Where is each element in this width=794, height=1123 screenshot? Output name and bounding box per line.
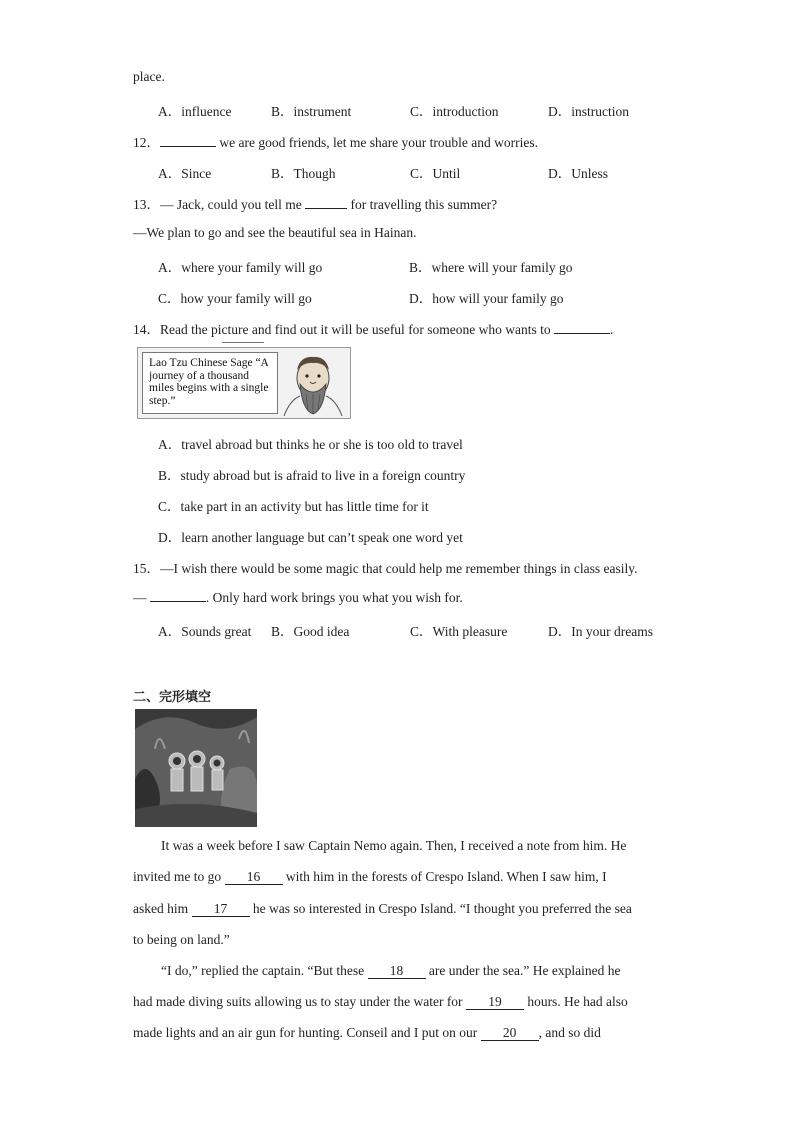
- passage-line-3: asked him 17 he was so interested in Crespo Island. “I thought you preferred the sea: [133, 901, 632, 916]
- q11-continuation: place.: [133, 69, 165, 84]
- blank-17[interactable]: 17: [192, 902, 250, 917]
- q13-number: 13．: [133, 197, 160, 212]
- q15-blank: [150, 589, 206, 602]
- passage-line-4: to being on land.”: [133, 932, 230, 947]
- q14-option-c[interactable]: C．take part in an activity but has little time for it: [158, 499, 429, 514]
- q13-option-b[interactable]: B．where will your family go: [409, 260, 573, 275]
- passage-line-2: invited me to go 16 with him in the forests of Crespo Island. When I saw him, I: [133, 869, 607, 884]
- passage-line-6: had made diving suits allowing us to stay under the water for 19 hours. He had also: [133, 994, 628, 1009]
- q14-option-a[interactable]: A．travel abroad but thinks he or she is too old to travel: [158, 437, 463, 452]
- passage-line-1: It was a week before I saw Captain Nemo again. Then, I received a note from him. He: [161, 838, 627, 853]
- q14-option-d[interactable]: D．learn another language but can’t speak one word yet: [158, 530, 463, 545]
- q15-text: —I wish there would be some magic that could help me remember things in class easily.: [160, 561, 638, 576]
- divers-illustration: [135, 709, 257, 827]
- q15-number: 15．: [133, 561, 160, 576]
- q11-option-d[interactable]: D．instruction: [548, 104, 629, 119]
- q11-option-b[interactable]: B．instrument: [271, 104, 352, 119]
- q15-option-c[interactable]: C．With pleasure: [410, 624, 508, 639]
- q13-blank: [305, 196, 347, 209]
- lao-tzu-quote-image: [137, 347, 351, 419]
- q12-option-b[interactable]: B．Though: [271, 166, 336, 181]
- blank-20[interactable]: 20: [481, 1026, 539, 1041]
- blank-16[interactable]: 16: [225, 870, 283, 885]
- q13-text-after: for travelling this summer?: [347, 197, 498, 212]
- q14-question: [133, 318, 613, 338]
- q14-number: 14．: [133, 322, 160, 337]
- q13-option-d[interactable]: D．how will your family go: [409, 291, 564, 306]
- q15-reply-text: . Only hard work brings you what you wish for.: [205, 590, 463, 605]
- q14-option-b[interactable]: B．study abroad but is afraid to live in a foreign country: [158, 468, 466, 483]
- q15-question: [133, 557, 638, 577]
- q13-text-before: — Jack, could you tell me: [160, 197, 306, 212]
- passage-line-5: “I do,” replied the captain. “But these 18 are under the sea.” He explained he: [161, 963, 621, 978]
- q13-reply: —We plan to go and see the beautiful sea in Hainan.: [133, 225, 417, 240]
- q15-reply: — . Only hard work brings you what you wish for.: [133, 590, 463, 605]
- q13-option-a[interactable]: A．where your family will go: [158, 260, 323, 275]
- q14-blank: [554, 321, 610, 334]
- q13-option-c[interactable]: C．how your family will go: [158, 291, 312, 306]
- q12-number: 12．: [133, 135, 160, 150]
- blank-19[interactable]: 19: [466, 995, 524, 1010]
- quote-image-topline: [222, 342, 264, 343]
- section-title-cloze: 二、完形填空: [133, 690, 212, 705]
- q14-text: Read the picture and find out it will be useful for someone who wants to: [160, 322, 555, 337]
- q12-question: [133, 131, 538, 151]
- q12-option-a[interactable]: A．Since: [158, 166, 212, 181]
- q12-option-d[interactable]: D．Unless: [548, 166, 608, 181]
- q15-option-b[interactable]: B．Good idea: [271, 624, 350, 639]
- passage-line-7: made lights and an air gun for hunting. Conseil and I put on our 20 , and so did: [133, 1025, 601, 1040]
- q14-end: .: [610, 322, 614, 337]
- q11-option-a[interactable]: A．influence: [158, 104, 232, 119]
- q12-blank: [160, 134, 216, 147]
- blank-18[interactable]: 18: [368, 964, 426, 979]
- q11-option-c[interactable]: C．introduction: [410, 104, 499, 119]
- lao-tzu-portrait-icon: [280, 352, 346, 416]
- q15-option-a[interactable]: A．Sounds great: [158, 624, 252, 639]
- q15-option-d[interactable]: D．In your dreams: [548, 624, 653, 639]
- lao-tzu-quote-text: Lao Tzu Chinese Sage “A journey of a thousand miles begins with a single step.”: [142, 352, 278, 414]
- q12-text: we are good friends, let me share your trouble and worries.: [216, 135, 539, 150]
- q12-option-c[interactable]: C．Until: [410, 166, 461, 181]
- q13-question: [133, 193, 497, 213]
